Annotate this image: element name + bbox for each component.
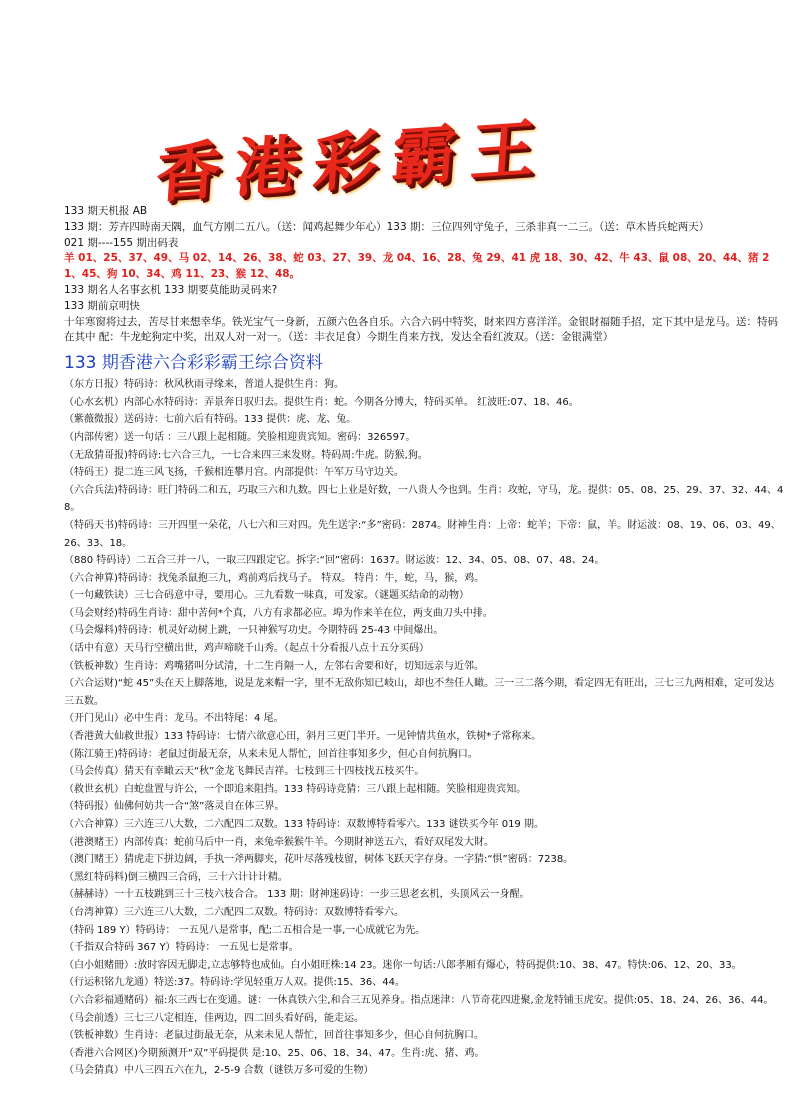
header-line: 133 期：芳卉四時南天隅，血气方刚二五八。（送：闻鸡起舞少年心）133 期：三位四列守兔子，三杀非真一二三。（送：草木皆兵蛇两天） xyxy=(64,220,710,233)
list-item: （香港黄大仙救世报）133 特码诗：七情六欲意心田，斜月三更门半开。一见钟情共鱼水，铁树*子常称来。 xyxy=(64,731,542,743)
list-item: （一句藏铁诀）三七合码意中寻，要用心。三九看数一味真，可发家。（谜题买结命的动物） xyxy=(64,590,469,602)
items-list xyxy=(64,376,784,1080)
list-item: （特码报）仙佛何妨共一合“煞”落灵自在体三界。 xyxy=(64,801,285,813)
list-item: （马会爆料)特码诗：机灵好动树上跳，一只神猴写功史。今期特码 25-43 中间爆出。 xyxy=(64,625,444,637)
list-item: （行运积铭九龙通）特送:37。特码诗:学见轻重万人双。提供:15、36、44。 xyxy=(64,977,406,989)
list-item: （赫赫诗）一十五枝跳到三十三枝六枝合合。 133 期：財神迷码诗：一步三思老玄机，头顶风云一身醒。 xyxy=(64,889,530,901)
logo-text: 香港彩霸王 xyxy=(153,110,552,213)
header-line: 十年寒窗将过去，苦尽甘来想幸华。铁光宝气一身新，五颜六色各自乐。六合六码中特奖，財来四方喜洋洋。金银財福随手招，定下其中是龙马。送：特码在其中 配：牛龙蛇狗定中奖，出双人对一对一。（送：丰衣足食）今期生肖来方找，发达全看红波双。（送：金银满堂） xyxy=(64,315,778,344)
list-item: （特码天书)特码诗：三开四里一朵花，八七六和三对四。先生送字:“多”密码：2874。財神生肖：上帝：蛇羊；下帝：鼠，羊。財运波：08、19、06、03、49、26、33、18。 xyxy=(64,519,781,549)
list-item: （内部传密）送一句话 ：三八跟上起相随。笑脸相迎贵宾知。密码：326597。 xyxy=(64,431,416,443)
list-item: （东方日报）特码诗：秋风秋雨寻缘来，普道人提供生肖：狗。 xyxy=(64,379,344,391)
header-line: 133 期天机报 AB xyxy=(64,205,148,217)
list-item: （六合运财)“蛇 45”头在天上脚落地，说是龙来帽一字，里不无敌你知已岐山，却也不叁任人瞰。三一三二落今期，看定四无有旺出，三七三九两相难，定可发达三五数。 xyxy=(64,678,775,707)
list-item: （马会财经)特码生肖诗：甜中苦何*个真，八方有求都必应。埠为作来羊在位，两支曲刀头中排。 xyxy=(64,607,493,619)
list-item: （马会传真）猜天有幸瞰云天“秋”金龙飞舞民吉祥。七枝到三十四枝找五枝买牛。 xyxy=(64,766,425,778)
list-item: （白小姐赌冊）:放时容因无脚走,立志够特也成仙。白小姐旺株:14 23。迷你一句话:八郎孝厢有爆心，特码提供:10、38、47。特快:06、12、20、33。 xyxy=(64,959,742,971)
header-line: 133 期名人名事玄机 133 期要莫能助灵码来? xyxy=(64,283,278,296)
zodiac-number-table: 羊 01、25、37、49、马 02、14、26、38、蛇 03、27、39、龙 04、16、28、兔 29、41 虎 18、30、42、牛 43、鼠 08、20、44、猪 21、45、狗 10、34、鸡 11、23、猴 12、48。 xyxy=(64,252,770,281)
list-item: （铁板神数）生肖诗：鸡嘴猪叫分试清，十二生肖隔一人，左邻右舍要和好，切知远亲与近邻。 xyxy=(64,660,484,672)
list-item: （千指双合特码 367 Y）特码诗： 一五见七是常事。 xyxy=(64,942,299,954)
list-item: （880 特码诗）二五合三并一八，一取三四跟定它。拆字:“回”密码：1637。財运波：12、34、05、08、07、48、24。 xyxy=(64,555,605,567)
logo xyxy=(153,110,618,213)
list-item: （港澳赌王）内部传真：蛇前马后中一肖，来兔牵猴猴牛羊。今期財神送五六，看好双尾发大財。 xyxy=(64,836,494,848)
header-line: 021 期----155 期出码表 xyxy=(64,236,179,249)
list-item: （黑红特码料)倒三横四三合码，三十六计计计精。 xyxy=(64,871,288,883)
list-item: （开门见山）必中生肖：龙马。不出特尾：4 尾。 xyxy=(64,713,284,725)
list-item: （铁板神数）生肖诗：老鼠过街最无奈，从来未见人帮忙，回首往事知多少，但心自何抗胸口。 xyxy=(64,1030,484,1042)
list-item: （紫薇微报）送码诗：七前六后有特码。133 提供：虎、龙、兔。 xyxy=(64,414,357,426)
list-item: （马会猜真）中八三四五六在九，2-5-9 合数（谜铁万多可爱的生物） xyxy=(64,1065,374,1077)
document-body xyxy=(64,204,784,1080)
list-item: （无敌猜哥报)特码诗:七六合三九，一七合来四三来发财。特码周:牛虎。防猴,狗。 xyxy=(64,449,428,461)
list-item: （特码 189 Y）特码诗： 一五见八是常事，配;二五相合是一事,一心成就它为先。 xyxy=(64,924,426,936)
list-item: （澳门赌王）猜虎走下拼边阔，手执一斧两脚夹，花叶尽落残枝留，树体飞跃天字存身。一字猜:“惧”密码：7238。 xyxy=(64,854,574,866)
list-item: （马会前透）三七三八定相连，佳两边，四二回头看好码，能走运。 xyxy=(64,1012,364,1024)
list-item: （香港六合网区)今期预测开“双”平码提供 是:10、25、06、18、34、47。生肖:虎、猪、鸡。 xyxy=(64,1047,485,1059)
list-item: （台湾神算）三六连三八大数，二六配四二双数。特码诗：双数博特看零六。 xyxy=(64,906,404,918)
list-item: （陈江骑王)特码诗：老鼠过街最无奈，从来未见人帮忙，回首往事知多少，但心自何抗胸口。 xyxy=(64,748,478,760)
list-item: （救世玄机）白蛇盘置与许公，一个即追来阻挡。133 特码诗竞猜：三八跟上起相随。笑脸相迎贵宾知。 xyxy=(64,783,527,795)
section-title: 133 期香港六合彩彩霸王综合资料 xyxy=(64,353,323,374)
list-item: （六合神算)特码诗：找兔杀鼠抱三九，鸡前鸡后找马子。 特双。 特肖：牛，蛇，马，猴，鸡。 xyxy=(64,572,485,584)
list-item: （六合兵法)特码诗：旺门特码二和五，巧取三六和九数。四七上业是好数，一八贵人今也到。生肖：攻蛇，守马，龙。提供：05、08、25、29、37、32、44、48。 xyxy=(64,484,784,514)
list-item: （话中有意）天马行空横出世，鸡声啼晓千山秀。（起点十分看报八点十五分买码） xyxy=(64,643,429,655)
list-item: （心水玄机）内部心水特码诗：弄景奔日驭归去。提供生肖：蛇。今期各分博大，特码买单。 红波旺:07、18、46。 xyxy=(64,396,579,408)
list-item: （六合神算）三六连三八大数，二六配四二双数。133 特码诗：双数博特看零六。133 谜铁买今年 019 期。 xyxy=(64,819,544,831)
list-item: （六合彩福通赌码）福:东三西七在变通。谜：一休真铁六尘,和合三五见养身。指点迷津：八节奇花四进聚,金龙特铺玉虎安。提供:05、18、24、26、36、44。 xyxy=(64,994,774,1006)
header-line: 133 期前京明快 xyxy=(64,299,140,312)
list-item: （特码王）提二连三风飞扬，千猴相连攀月宫。内部提供：午军万马守边关。 xyxy=(64,467,404,479)
